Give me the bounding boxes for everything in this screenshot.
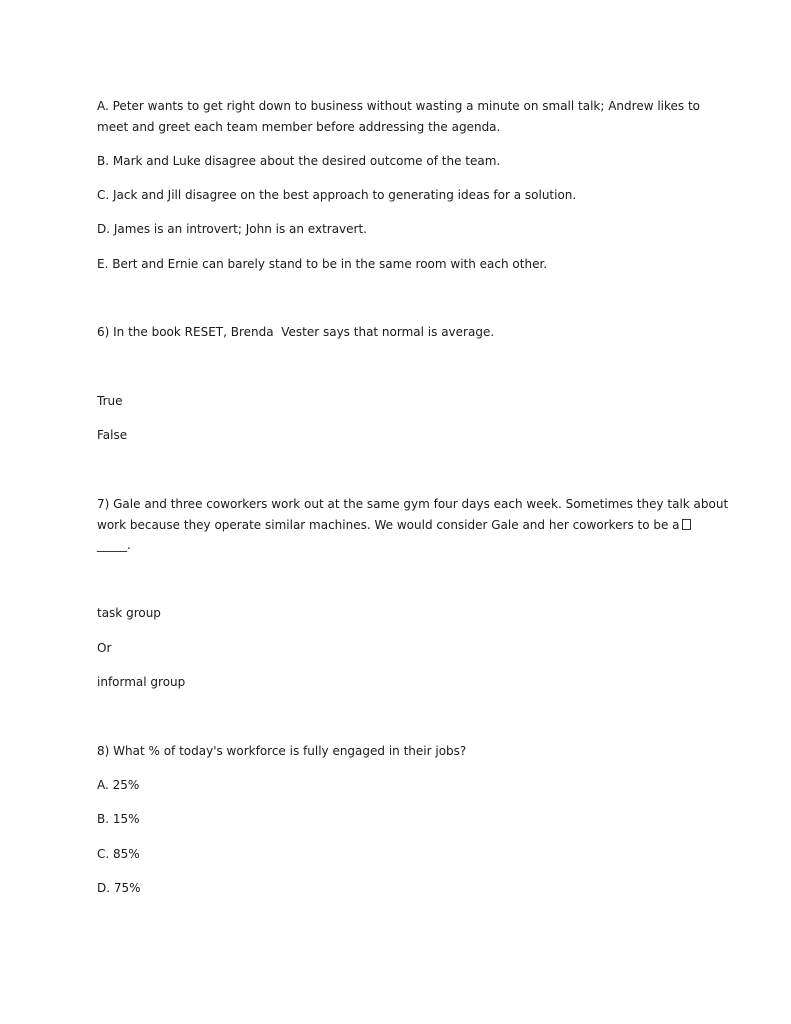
q8-option-c: C. 85% [97,847,140,861]
q5-option-d: D. James is an introvert; John is an extravert. [97,222,367,236]
q5-option-a-line1: A. Peter wants to get right down to business without wasting a minute on small talk; Andrew likes to [97,99,701,113]
q5-option-a-line2: meet and greet each team member before addressing the agenda. [97,119,501,134]
q8-option-d: D. 75% [97,881,141,895]
q7-question [97,494,729,556]
q8-option-b: B. 15% [97,812,140,826]
q7-question-line3: _____. [97,538,131,552]
q8-question: 8) What % of today's workforce is fully engaged in their jobs? [97,744,467,758]
q7-question-line2: work because they operate similar machines. We would consider Gale and her coworkers to be a [97,517,680,532]
q7-question-line2-wrap [97,515,722,536]
missing-glyph-icon [682,519,691,530]
q6-question: 6) In the book RESET, Brenda Vester says that normal is average. [97,325,495,339]
q5-option-b: B. Mark and Luke disagree about the desired outcome of the team. [97,154,501,168]
q6-option-false: False [97,428,128,442]
q5-option-a [97,96,722,137]
q7-connector-or: Or [97,641,112,655]
q6-option-true: True [97,394,123,408]
q7-option-informal-group: informal group [97,675,186,689]
q5-option-e: E. Bert and Ernie can barely stand to be in the same room with each other. [97,257,548,271]
q5-option-c: C. Jack and Jill disagree on the best approach to generating ideas for a solution. [97,188,577,202]
q7-question-line1: 7) Gale and three coworkers work out at the same gym four days each week. Sometimes they talk about [97,497,729,511]
q7-option-task-group: task group [97,606,161,620]
q8-option-a: A. 25% [97,778,140,792]
